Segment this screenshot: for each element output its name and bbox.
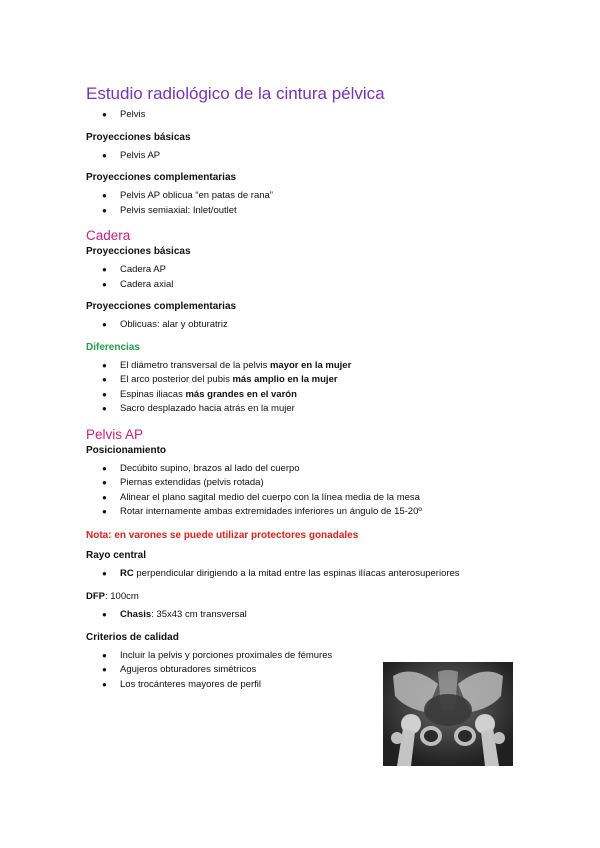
list-item: ● Pelvis semiaxial: Inlet/outlet — [86, 204, 526, 219]
dfp-value: : 100cm — [105, 591, 139, 602]
cadera-comp-list — [86, 318, 526, 333]
criterios-heading: Criterios de calidad — [86, 631, 179, 643]
item-text: El diámetro transversal de la pelvis — [120, 359, 270, 371]
pelvis-xray-illustration — [383, 662, 513, 766]
posicionamiento-list — [86, 462, 526, 520]
pelvis-basic-list — [86, 149, 526, 164]
cadera-basic-list — [86, 263, 526, 292]
pelvis-ap-heading: Pelvis AP — [86, 426, 144, 442]
list-item: ● Rotar internamente ambas extremidades inferiores un ángulo de 15-20º — [86, 505, 526, 520]
item-bold: RC — [120, 567, 134, 579]
pelvis-xray-image — [383, 662, 513, 766]
cadera-comp-heading: Proyecciones complementarias — [86, 301, 237, 312]
list-item — [86, 402, 526, 417]
document-body — [86, 84, 526, 696]
list-item — [86, 359, 526, 374]
list-item: ● Cadera AP — [86, 263, 526, 278]
list-item: ● Cadera axial — [86, 278, 526, 293]
item-text: perpendicular dirigiendo a la mitad entre las espinas ilíacas anterosuperiores — [133, 567, 460, 579]
pelvis-comp-heading: Proyecciones complementarias — [86, 172, 237, 183]
diferencias-list — [86, 359, 526, 417]
item-bold: más amplio en la mujer — [232, 374, 338, 385]
dfp-line — [86, 591, 526, 602]
cadera-basic-heading: Proyecciones básicas — [86, 246, 191, 257]
rayo-central-list — [86, 567, 526, 582]
document-title: Estudio radiológico de la cintura pélvica — [86, 84, 385, 103]
item-bold: mayor en la mujer — [269, 359, 352, 371]
dfp-label: DFP — [86, 591, 105, 602]
list-item — [86, 388, 526, 403]
pelvis-comp-list — [86, 189, 526, 218]
list-item: ● Pelvis AP — [86, 149, 526, 164]
list-item: ● Incluir la pelvis y porciones proximales de fémures — [86, 649, 526, 664]
diferencias-heading: Diferencias — [86, 341, 140, 353]
rayo-central-heading: Rayo central — [86, 549, 147, 561]
chasis-list — [86, 608, 526, 623]
list-item: ● Oblicuas: alar y obturatriz — [86, 318, 526, 333]
list-item: ● Pelvis AP oblicua “en patas de rana” — [86, 189, 526, 204]
item-text: Espinas iliacas — [120, 388, 186, 400]
item-text: : 35x43 cm transversal — [151, 609, 247, 620]
intro-list — [86, 108, 526, 123]
list-item: ● Pelvis — [86, 108, 526, 123]
posicionamiento-heading: Posicionamiento — [86, 444, 167, 456]
list-item: ● Decúbito supino, brazos al lado del cuerpo — [86, 462, 526, 477]
item-text: Sacro desplazado hacia atrás en la mujer — [120, 403, 295, 414]
item-bold: más grandes en el varón — [185, 388, 297, 400]
cadera-heading: Cadera — [86, 228, 131, 243]
list-item — [86, 567, 526, 582]
item-text: El arco posterior del pubis — [120, 374, 233, 385]
list-item: ● Alinear el plano sagital medio del cuerpo con la línea media de la mesa — [86, 491, 526, 506]
pelvis-basic-heading: Proyecciones básicas — [86, 131, 191, 143]
list-item — [86, 373, 526, 388]
note-text: Nota: en varones se puede utilizar protectores gonadales — [86, 529, 359, 541]
item-bold: Chasis — [120, 609, 152, 620]
list-item: ● Piernas extendidas (pelvis rotada) — [86, 476, 526, 491]
list-item: ● Los trocánteres mayores de perfil — [86, 678, 526, 693]
list-item — [86, 608, 526, 623]
list-item: ● Agujeros obturadores simétricos — [86, 663, 526, 678]
